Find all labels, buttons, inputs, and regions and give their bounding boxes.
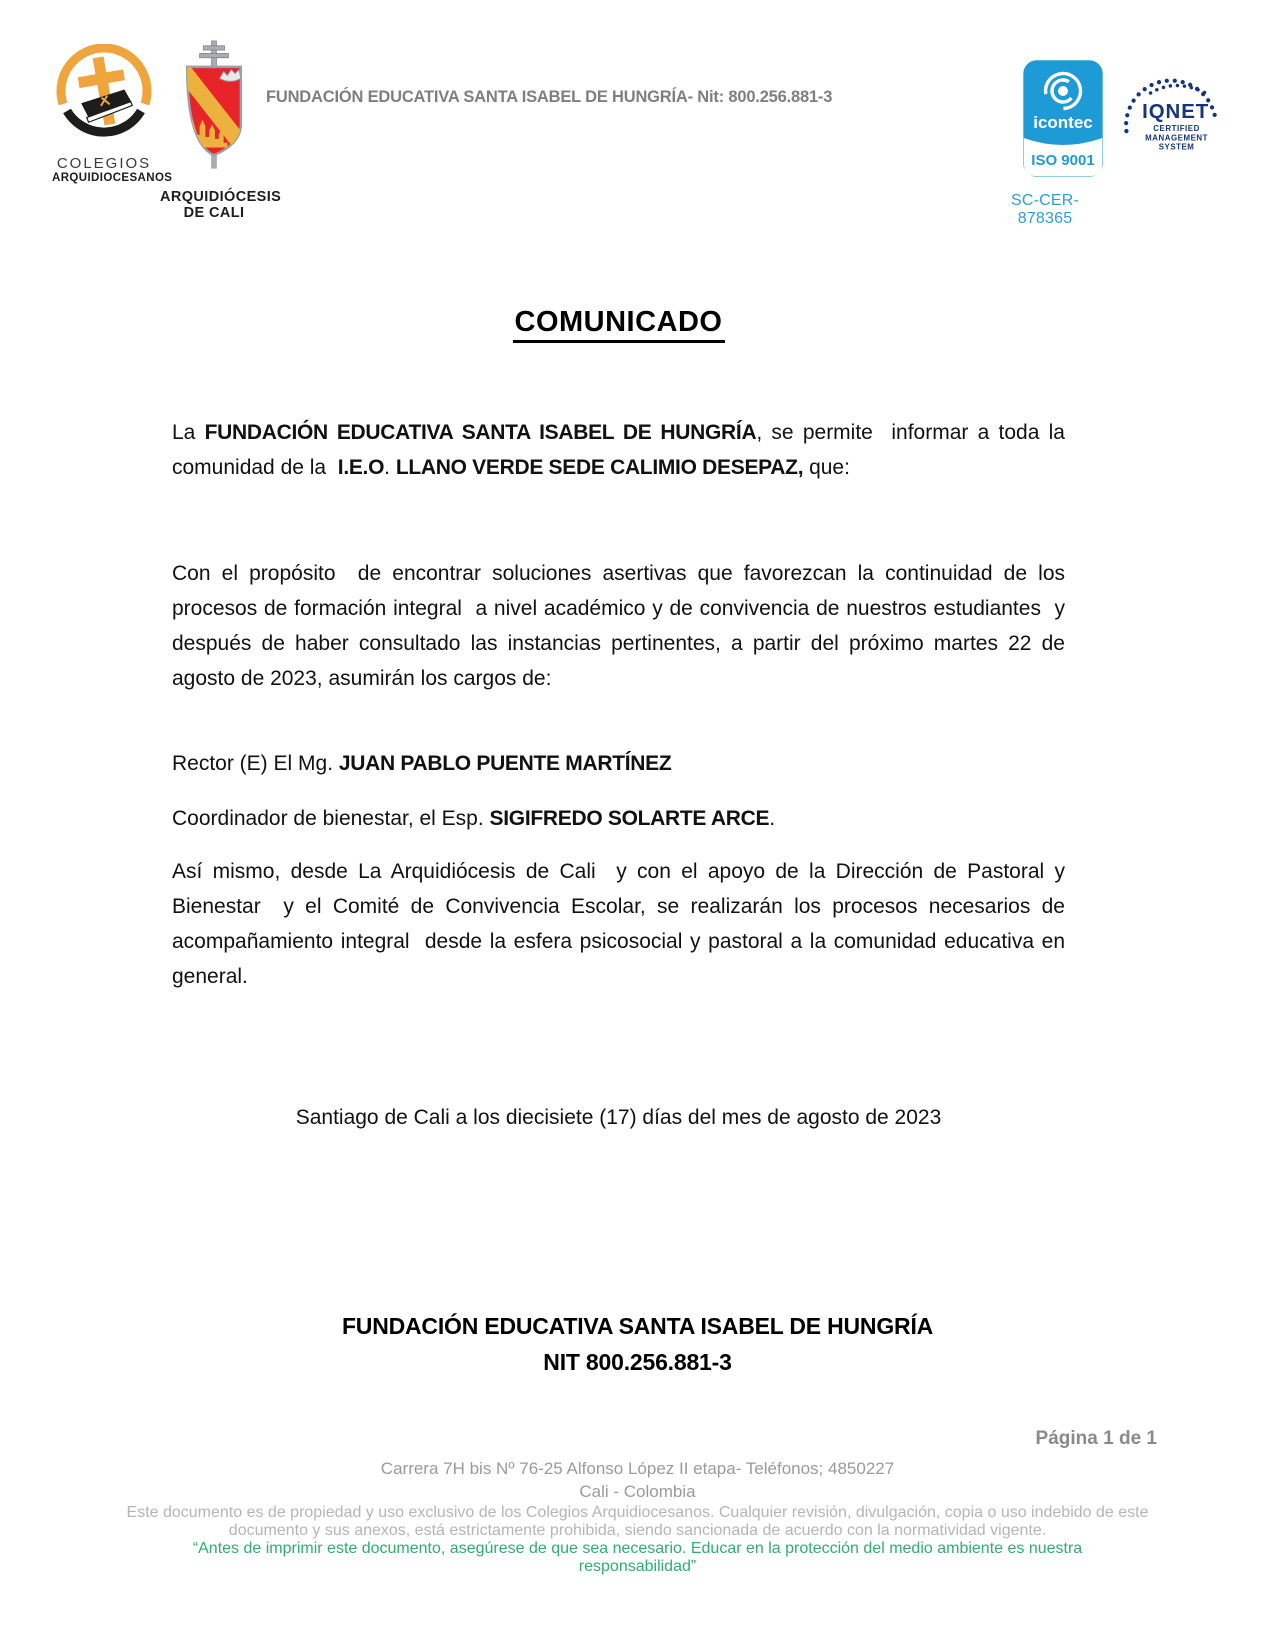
intro-text: La [172, 421, 205, 444]
foundation-name-bold: FUNDACIÓN EDUCATIVA SANTA ISABEL DE HUNGRÍA [204, 421, 757, 444]
certificate-code: SC-CER-878365 [1010, 192, 1080, 227]
arquidiocesis-caption: ARQUIDIÓCESIS [160, 189, 282, 205]
colegios-caption: COLEGIOS [56, 155, 152, 172]
svg-text:CERTIFIED: CERTIFIED [1153, 124, 1200, 134]
document-title: COMUNICADO [513, 306, 725, 343]
rector-label: Rector (E) El Mg. [172, 752, 339, 775]
closing-block [0, 1308, 1275, 1380]
footer-address: Carrera 7H bis Nº 76-25 Alfonso López II etapa- Teléfonos; 4850227 [380, 1459, 895, 1478]
intro-text: , se permite informar a toda la comunidad de la [172, 421, 1071, 479]
school-name-bold: LLANO VERDE SEDE CALIMIO DESEPAZ, [395, 456, 804, 479]
svg-text:IQNET: IQNET [1142, 101, 1210, 124]
iqnet-certified-badge [1119, 64, 1223, 161]
coordinator-period: . [769, 807, 776, 830]
ieo-bold: I.E.O [337, 456, 385, 479]
footer-city: Cali - Colombia [579, 1482, 696, 1501]
intro-paragraph [172, 415, 1071, 485]
coordinator-label: Coordinador de bienestar, el Esp. [172, 807, 490, 830]
closing-foundation-name: FUNDACIÓN EDUCATIVA SANTA ISABEL DE HUNGRÍA [341, 1313, 934, 1339]
purpose-paragraph: Con el propósito de encontrar soluciones asertivas que favorezcan la continuidad de los procesos de formación integral a nivel académico y de convivencia de nuestros estudiantes y después de haber consultado las instancias pertinentes, a partir del próximo martes 22 de agosto de 2023, asumirán los cargos de: [172, 562, 1071, 690]
rector-name-bold: JUAN PABLO PUENTE MARTÍNEZ [338, 752, 672, 775]
date-line: Santiago de Cali a los diecisiete (17) días del mes de agosto de 2023 [295, 1106, 942, 1129]
footer-eco-notice: “Antes de imprimir este documento, asegúrese de que sea necesario. Educar en la protección del medio ambiente es nuestra responsabilidad” [192, 1540, 1083, 1575]
arquidiocesanos-caption: ARQUIDIOCESANOS [52, 172, 173, 184]
rector-line [172, 746, 1065, 781]
intro-text: . [384, 456, 396, 479]
arquidiocesis-cali-logo [160, 40, 282, 221]
footer-legal-notice: Este documento es de propiedad y uso exclusivo de los Colegios Arquidiocesanos. Cualquier revisión, divulgación, copia o uso indebido de este documento y sus anexos, está estrictamente prohibida, siendo sancionada de acuerdo con la normatividad vigente. [126, 1504, 1149, 1539]
intro-text: que: [803, 456, 850, 479]
svg-text:ISO 9001: ISO 9001 [1031, 152, 1095, 169]
colegios-arquidiocesanos-logo [52, 44, 173, 184]
header-org-title: FUNDACIÓN EDUCATIVA SANTA ISABEL DE HUNGRÍA- Nit: 800.256.881-3 [266, 88, 833, 106]
svg-text:MANAGEMENT: MANAGEMENT [1145, 133, 1209, 143]
closing-nit: NIT 800.256.881-3 [543, 1349, 732, 1375]
support-paragraph: Así mismo, desde La Arquidiócesis de Cali y con el apoyo de la Dirección de Pastoral y Bienestar y el Comité de Convivencia Escolar, se realizarán los procesos necesarios de acompañamiento integral desde la esfera psicosocial y pastoral a la comunidad educativa en general. [172, 860, 1071, 988]
svg-text:icontec: icontec [1033, 113, 1093, 132]
coordinator-line [172, 801, 1065, 836]
svg-text:SYSTEM: SYSTEM [1158, 142, 1195, 152]
icontec-iso9001-badge [1023, 60, 1103, 177]
colegios-cross-book-icon [54, 44, 154, 144]
page-number: Página 1 de 1 [1035, 1428, 1157, 1449]
de-cali-caption: DE CALI [183, 205, 245, 221]
arquidiocesis-shield-icon [166, 40, 262, 184]
coordinator-name-bold: SIGIFREDO SOLARTE ARCE [489, 807, 770, 830]
